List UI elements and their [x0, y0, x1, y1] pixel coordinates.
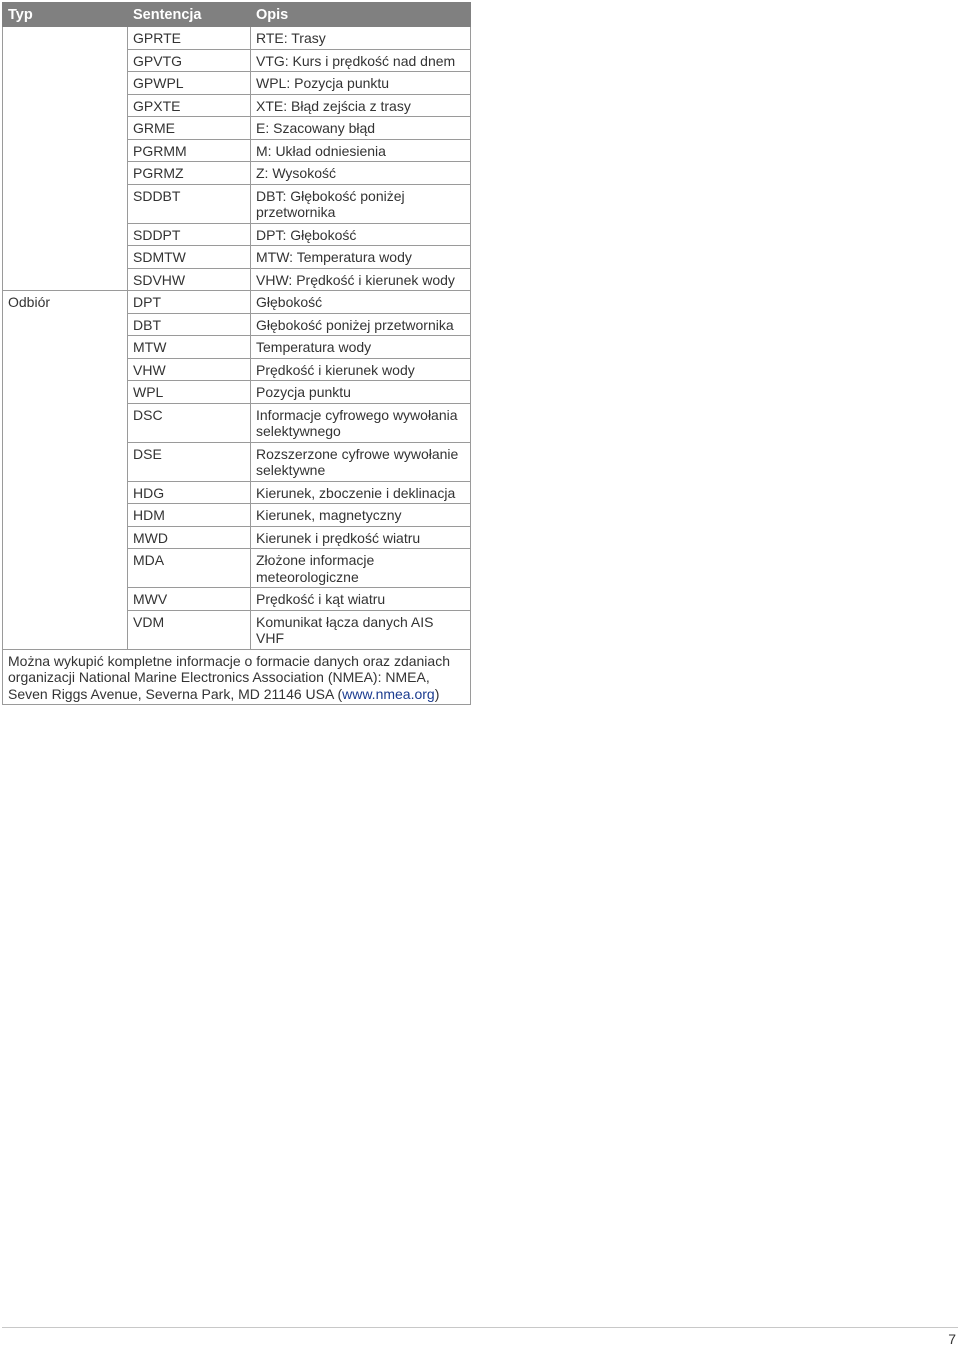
- description-cell: Złożone informacje meteorologiczne: [251, 549, 471, 588]
- description-cell: Głębokość: [251, 291, 471, 314]
- sentence-cell: MWD: [128, 526, 251, 549]
- sentence-cell: PGRMM: [128, 139, 251, 162]
- footer-divider: [2, 1327, 958, 1328]
- sentence-cell: SDVHW: [128, 268, 251, 291]
- description-cell: DBT: Głębokość poniżej przetwornika: [251, 184, 471, 223]
- description-cell: Kierunek i prędkość wiatru: [251, 526, 471, 549]
- header-sentencja: Sentencja: [128, 3, 251, 27]
- description-cell: DPT: Głębokość: [251, 223, 471, 246]
- sentence-cell: WPL: [128, 381, 251, 404]
- sentence-cell: MTW: [128, 336, 251, 359]
- description-cell: Prędkość i kierunek wody: [251, 358, 471, 381]
- sentence-cell: GPWPL: [128, 72, 251, 95]
- sentence-cell: MWV: [128, 588, 251, 611]
- table-body: [3, 27, 471, 705]
- description-cell: Temperatura wody: [251, 336, 471, 359]
- sentence-cell: SDMTW: [128, 246, 251, 269]
- sentence-cell: HDM: [128, 504, 251, 527]
- description-cell: MTW: Temperatura wody: [251, 246, 471, 269]
- table-row: [3, 291, 471, 314]
- sentence-cell: DSC: [128, 403, 251, 442]
- sentence-cell: HDG: [128, 481, 251, 504]
- sentence-cell: DBT: [128, 313, 251, 336]
- nmea-website-link[interactable]: www.nmea.org: [342, 685, 435, 702]
- description-cell: Pozycja punktu: [251, 381, 471, 404]
- footnote-cell: [3, 649, 471, 705]
- sentence-cell: GPRTE: [128, 27, 251, 50]
- type-cell-empty: [3, 27, 128, 291]
- sentence-cell: VDM: [128, 610, 251, 649]
- sentence-cell: DPT: [128, 291, 251, 314]
- description-cell: Rozszerzone cyfrowe wywołanie selektywne: [251, 442, 471, 481]
- footnote-text: Można wykupić kompletne informacje o formacie danych oraz zdaniach organizacji National Marine Electronics Association (NMEA): NMEA, Seven Riggs Avenue, Severna Park, MD 21146 USA (: [8, 652, 450, 702]
- sentence-cell: DSE: [128, 442, 251, 481]
- table-row: [3, 27, 471, 50]
- sentence-cell: SDDBT: [128, 184, 251, 223]
- description-cell: WPL: Pozycja punktu: [251, 72, 471, 95]
- sentence-cell: GPVTG: [128, 49, 251, 72]
- sentence-cell: VHW: [128, 358, 251, 381]
- sentence-cell: PGRMZ: [128, 162, 251, 185]
- footnote-text-end: ): [434, 685, 440, 702]
- sentence-cell: MDA: [128, 549, 251, 588]
- description-cell: RTE: Trasy: [251, 27, 471, 50]
- description-cell: Z: Wysokość: [251, 162, 471, 185]
- description-cell: Komunikat łącza danych AIS VHF: [251, 610, 471, 649]
- sentence-cell: SDDPT: [128, 223, 251, 246]
- description-cell: VHW: Prędkość i kierunek wody: [251, 268, 471, 291]
- sentence-cell: GRME: [128, 117, 251, 140]
- sentence-cell: GPXTE: [128, 94, 251, 117]
- description-cell: XTE: Błąd zejścia z trasy: [251, 94, 471, 117]
- table-header-row: [3, 3, 471, 27]
- description-cell: Informacje cyfrowego wywołania selektywnego: [251, 403, 471, 442]
- type-cell-odbior: Odbiór: [3, 291, 128, 650]
- description-cell: M: Układ odniesienia: [251, 139, 471, 162]
- description-cell: Kierunek, magnetyczny: [251, 504, 471, 527]
- description-cell: VTG: Kurs i prędkość nad dnem: [251, 49, 471, 72]
- description-cell: E: Szacowany błąd: [251, 117, 471, 140]
- description-cell: Głębokość poniżej przetwornika: [251, 313, 471, 336]
- page-number: 7: [948, 1331, 956, 1347]
- description-cell: Prędkość i kąt wiatru: [251, 588, 471, 611]
- description-cell: Kierunek, zboczenie i deklinacja: [251, 481, 471, 504]
- header-opis: Opis: [251, 3, 471, 27]
- footnote-row: [3, 649, 471, 705]
- header-typ: Typ: [3, 3, 128, 27]
- nmea-sentences-table: [2, 2, 471, 705]
